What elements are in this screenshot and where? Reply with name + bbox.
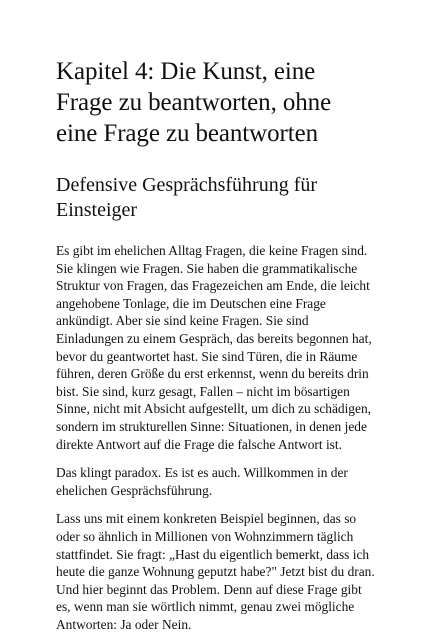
- chapter-title: Kapitel 4: Die Kunst, eine Frage zu beantworten, ohne eine Frage zu beantworten: [56, 58, 332, 147]
- body-paragraph-3: Lass uns mit einem konkreten Beispiel beginnen, das so oder so ähnlich in Millionen von Wohnzimmern täglich stattfindet. Sie fragt: „Hast du eigentlich bemerkt, dass ich heute die ganze Wohnung geputzt habe?" Jetzt bist du dran. Und hier beginnt das Problem. Denn auf diese Frage gibt es, wenn man sie wörtlich nimmt, genau zwei mögliche Antworten: Ja oder Nein.: [56, 511, 375, 632]
- body-paragraph-1: Es gibt im ehelichen Alltag Fragen, die keine Fragen sind. Sie klingen wie Fragen. Sie haben die grammatikalische Struktur von Fragen, das Fragezeichen am Ende, die leicht angehobene Tonlage, die im Deutschen eine Frage ankündigt. Aber sie sind keine Fragen. Sie sind Einladungen zu einem Gespräch, das bereits begonnen hat, bevor du geantwortet hast. Sie sind Türen, die in Räume führen, deren Größe du erst erkennst, wenn du bereits drin bist. Sie sind, kurz gesagt, Fallen – nicht im bösartigen Sinne, nicht mit Absicht aufgestellt, um dich zu schädigen, sondern im strukturellen Sinne: Situationen, in denen jede direkte Antwort auf die Frage die falsche Antwort ist.: [56, 243, 372, 452]
- book-page: [56, 56, 376, 633]
- chapter-subtitle: Defensive Gesprächsführung für Einsteiger: [56, 174, 318, 221]
- body-paragraph-2: Das klingt paradox. Es ist es auch. Willkommen in der ehelichen Gesprächsführung.: [56, 465, 348, 498]
